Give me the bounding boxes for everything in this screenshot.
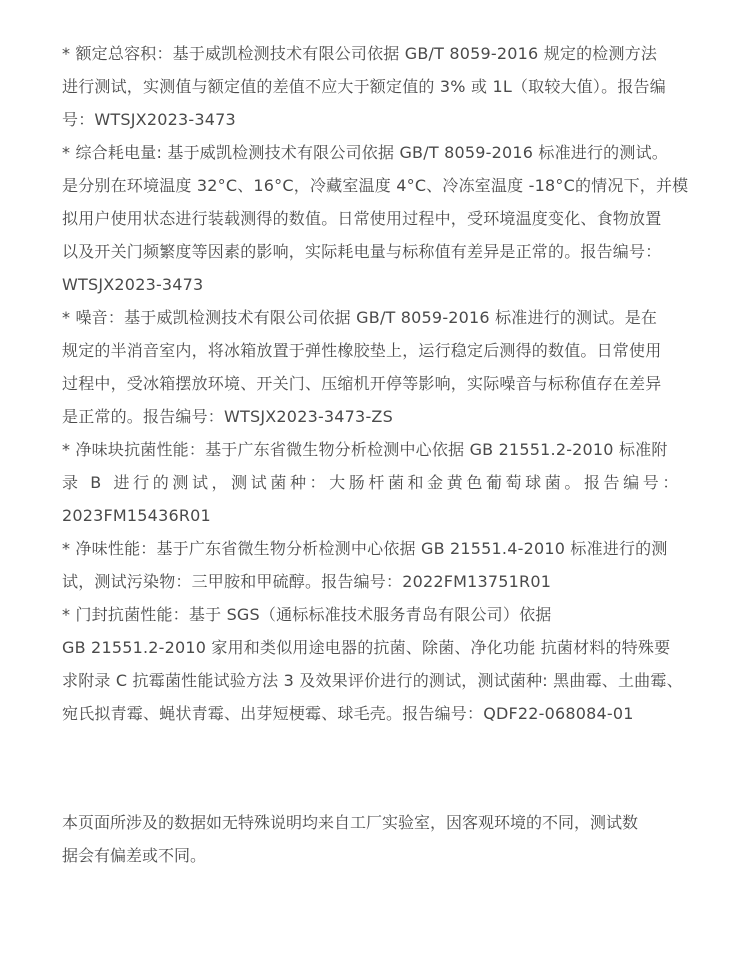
note-door-seal-antibacterial	[62, 598, 690, 730]
note-line: 求附录 C 抗霉菌性能试验方法 3 及效果评价进行的测试，测试菌种: 黑曲霉、土曲霉、	[62, 671, 683, 690]
note-line: 号：WTSJX2023-3473	[62, 110, 236, 129]
note-line: 试，测试污染物：三甲胺和甲硫醇。报告编号：2022FM13751R01	[62, 572, 552, 591]
note-line: * 门封抗菌性能：基于 SGS（通标标准技术服务青岛有限公司）依据	[62, 605, 552, 624]
note-line: WTSJX2023-3473	[62, 275, 204, 294]
note-line: * 净味块抗菌性能：基于广东省微生物分析检测中心依据 GB 21551.2-2010 标准附	[62, 440, 668, 459]
note-line: 拟用户使用状态进行装载测得的数值。日常使用过程中，受环境温度变化、食物放置	[62, 209, 662, 228]
footer-line: 据会有偏差或不同。	[62, 846, 207, 865]
note-line: 是正常的。报告编号：WTSJX2023-3473-ZS	[62, 407, 393, 426]
note-line: 录 B 进行的测试，测试菌种：大肠杆菌和金黄色葡萄球菌。报告编号：	[62, 473, 682, 492]
notes-container	[62, 37, 690, 730]
note-line: * 噪音：基于威凯检测技术有限公司依据 GB/T 8059-2016 标准进行的测试。是在	[62, 308, 658, 327]
note-line: 宛氏拟青霉、蝇状青霉、出芽短梗霉、球毛壳。报告编号：QDF22-068084-01	[62, 704, 634, 723]
note-line: 以及开关门频繁度等因素的影响，实际耗电量与标称值有差异是正常的。报告编号：	[62, 242, 662, 261]
note-power-consumption	[62, 136, 690, 301]
note-line: * 净味性能：基于广东省微生物分析检测中心依据 GB 21551.4-2010 标准进行的测	[62, 539, 668, 558]
note-rated-capacity	[62, 37, 690, 136]
note-deodorant-antibacterial	[62, 433, 690, 532]
note-deodorizing	[62, 532, 690, 598]
note-line: GB 21551.2-2010 家用和类似用途电器的抗菌、除菌、净化功能 抗菌材料的特殊要	[62, 638, 671, 657]
note-noise	[62, 301, 690, 433]
note-line: * 额定总容积：基于威凯检测技术有限公司依据 GB/T 8059-2016 规定的检测方法	[62, 44, 658, 63]
note-line: 过程中，受冰箱摆放环境、开关门、压缩机开停等影响，实际噪音与标称值存在差异	[62, 374, 662, 393]
footer-disclaimer	[62, 806, 690, 872]
note-line: 是分别在环境温度 32°C、16°C，冷藏室温度 4°C、冷冻室温度 -18°C的情况下，并模	[62, 176, 689, 195]
note-line: 规定的半消音室内，将冰箱放置于弹性橡胶垫上，运行稳定后测得的数值。日常使用	[62, 341, 662, 360]
note-line: 2023FM15436R01	[62, 506, 211, 525]
footer-line: 本页面所涉及的数据如无特殊说明均来自工厂实验室，因客观环境的不同，测试数	[62, 813, 639, 832]
note-line: 进行测试，实测值与额定值的差值不应大于额定值的 3% 或 1L（取较大值）。报告编	[62, 77, 666, 96]
note-line: * 综合耗电量: 基于威凯检测技术有限公司依据 GB/T 8059-2016 标准进行的测试。	[62, 143, 668, 162]
